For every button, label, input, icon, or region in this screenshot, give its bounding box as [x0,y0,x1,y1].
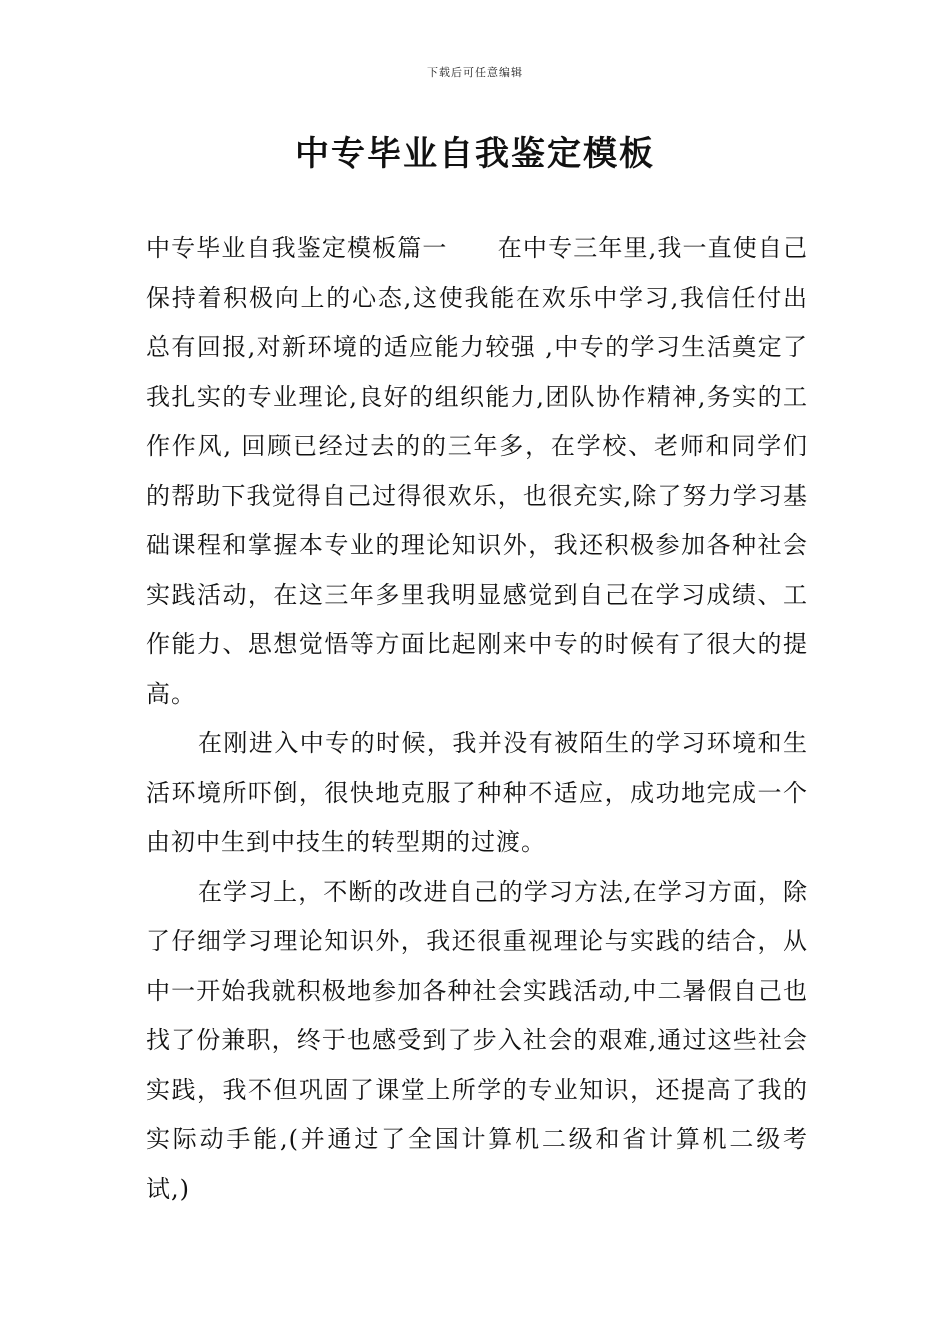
paragraph-1: 中专毕业自我鉴定模板篇一 在中专三年里,我一直使自己保持着积极向上的心态,这使我能在欢乐中学习,我信任付出总有回报,对新环境的适应能力较强 ,中专的学习生活奠定了我扎实的专业理论,良好的组织能力,团队协作精神,务实的工作作风, 回顾已经过去的的三年多，在学校、老师和同学们的帮助下我觉得自己过得很欢乐，也很充实,除了努力学习基础课程和掌握本专业的理论知识外，我还积极参加各种社会实践活动，在这三年多里我明显感觉到自己在学习成绩、工作能力、思想觉悟等方面比起刚来中专的时候有了很大的提高。 [146,234,808,708]
header-note: 下载后可任意编辑 [427,66,523,79]
document-title: 中专毕业自我鉴定模板 [295,134,655,174]
paragraph-2: 在刚进入中专的时候，我并没有被陌生的学习环境和生活环境所吓倒，很快地克服了种种不适应，成功地完成一个由初中生到中技生的转型期的过渡。 [146,729,808,856]
paragraph-3: 在学习上，不断的改进自己的学习方法,在学习方面，除了仔细学习理论知识外，我还很重视理论与实践的结合，从中一开始我就积极地参加各种社会实践活动,中二暑假自己也找了份兼职，终于也感受到了步入社会的艰难,通过这些社会实践，我不但巩固了课堂上所学的专业知识，还提高了我的实际动手能,(并通过了全国计算机二级和省计算机二级考试,) [146,877,808,1203]
document-body [146,224,808,1214]
